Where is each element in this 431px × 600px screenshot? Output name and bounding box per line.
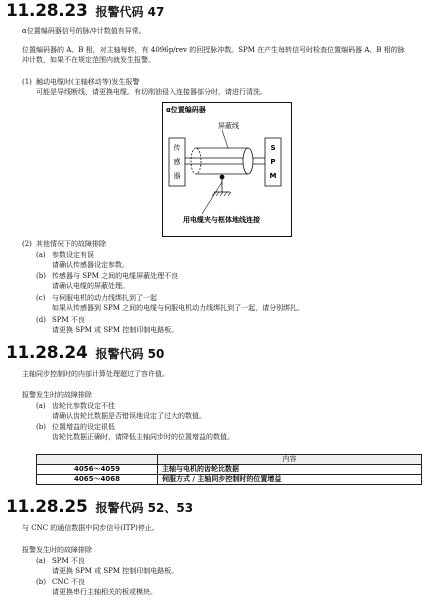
section-title: 报警代码 50	[95, 347, 165, 361]
spm-label-char: S	[270, 144, 276, 152]
sub-item-label: (d)	[36, 316, 46, 324]
table-row	[37, 465, 422, 475]
table-header-content: 内容	[158, 455, 422, 465]
shielded-cable	[185, 130, 265, 174]
section-description: 与 CNC 的通信数据中同步信号(ITP)停止。	[22, 524, 159, 532]
section-number: 11.28.23	[6, 1, 88, 21]
sub-item-label: (b)	[36, 578, 46, 586]
sub-item-detail: 请确认电缆的屏蔽处理。	[52, 282, 129, 290]
troubleshoot-heading: 报警发生时的故障排除	[22, 391, 92, 399]
parameter-number: 4065～4068	[37, 475, 158, 485]
section-title: 报警代码 47	[95, 5, 165, 19]
sub-item-label: (a)	[36, 402, 46, 410]
shield-wire-label: 屏蔽线	[218, 122, 239, 130]
sub-item-title: 传感器与 SPM 之间的电缆屏蔽处理不良	[52, 272, 179, 280]
diagram-caption: 用电缆夹与框体地线连接	[183, 216, 260, 224]
sub-item-title: SPM 不良	[52, 557, 85, 565]
spm-label-char: P	[270, 158, 276, 166]
table-header-row	[37, 455, 422, 465]
diagram-title: α位置编码器	[166, 106, 206, 114]
ground-clamp	[202, 175, 231, 214]
sub-item-title: CNC 不良	[52, 578, 86, 586]
paragraph-line: 位置编码器的 A、B 相，对主轴每转，有 4096p/rev 的回授脉冲数。SPM 在产生每转信号时检查位置编码器 A、B 相的脉	[22, 46, 405, 54]
sensor-label-char: 器	[173, 172, 181, 180]
section-title: 报警代码 52、53	[95, 501, 194, 515]
list-item-detail: 可能是导线断线，请更换电缆。有切削油侵入连接器部分时，请进行清洗。	[36, 88, 267, 96]
sub-item-detail: 请确认齿轮比数据是否错误地设定了过大的数值。	[52, 412, 206, 420]
sub-item-label: (a)	[36, 557, 46, 565]
sub-item-detail: 请确认传感器设定参数。	[52, 261, 129, 269]
table-header-cell-empty	[37, 455, 158, 465]
list-item-title: 其他情况下的故障排除	[36, 240, 106, 248]
paragraph-line: 冲计数，如果不在规定范围内就发生报警。	[22, 56, 155, 64]
sensor-label-char: 传	[173, 144, 181, 152]
sub-item-label: (b)	[36, 272, 46, 280]
parameter-description: 伺服方式 / 主轴同步控制时的位置增益	[158, 475, 422, 485]
sub-item-title: 齿轮比参数设定不佳	[52, 402, 115, 410]
section-description: α位置编码器信号的脉冲计数值有异常。	[22, 27, 146, 35]
parameter-table	[36, 454, 422, 485]
sensor-label-char: 感	[173, 158, 181, 166]
sub-item-label: (a)	[36, 251, 46, 259]
sub-item-label: (b)	[36, 423, 46, 431]
sub-item-title: SPM 不良	[52, 316, 85, 324]
sub-item-detail: 请更换串行主轴相关的板或模块。	[52, 588, 157, 596]
parameter-number: 4056～4059	[37, 465, 158, 475]
section-number: 11.28.25	[6, 497, 88, 517]
list-item-title: 触动电缆时(主轴移动等)发生报警	[36, 78, 140, 86]
troubleshoot-heading: 报警发生时的故障排除	[22, 546, 92, 554]
section-description: 主轴同步控制时的内部计算处理超过了容许值。	[22, 370, 169, 378]
encoder-wiring-diagram	[162, 102, 292, 237]
spm-label-char: M	[269, 172, 277, 180]
list-label: (1)	[22, 78, 32, 86]
list-label: (2)	[22, 240, 32, 248]
sub-item-detail: 请更换 SPM 或 SPM 控制印制电路板。	[52, 326, 179, 334]
sub-item-detail: 如果从传感器到 SPM 之间的电缆与伺服电机动力线绑扎到了一起，请分别绑扎。	[52, 304, 305, 312]
sub-item-title: 参数设定有误	[52, 251, 94, 259]
parameter-description: 主轴与电机的齿轮比数据	[158, 465, 422, 475]
section-heading-47	[6, 1, 164, 21]
table-row	[37, 475, 422, 485]
sub-item-title: 位置增益的设定很低	[52, 423, 115, 431]
sub-item-title: 与伺服电机的动力线绑扎到了一起	[52, 294, 157, 302]
section-heading-52-53	[6, 497, 193, 517]
sub-item-detail: 请更换 SPM 或 SPM 控制印制电路板。	[52, 567, 179, 575]
sub-item-label: (c)	[36, 294, 46, 302]
section-heading-50	[6, 343, 164, 363]
sub-item-detail: 齿轮比数据正确时，请降低主轴同步时的位置增益的数值。	[52, 433, 234, 441]
section-number: 11.28.24	[6, 343, 88, 363]
